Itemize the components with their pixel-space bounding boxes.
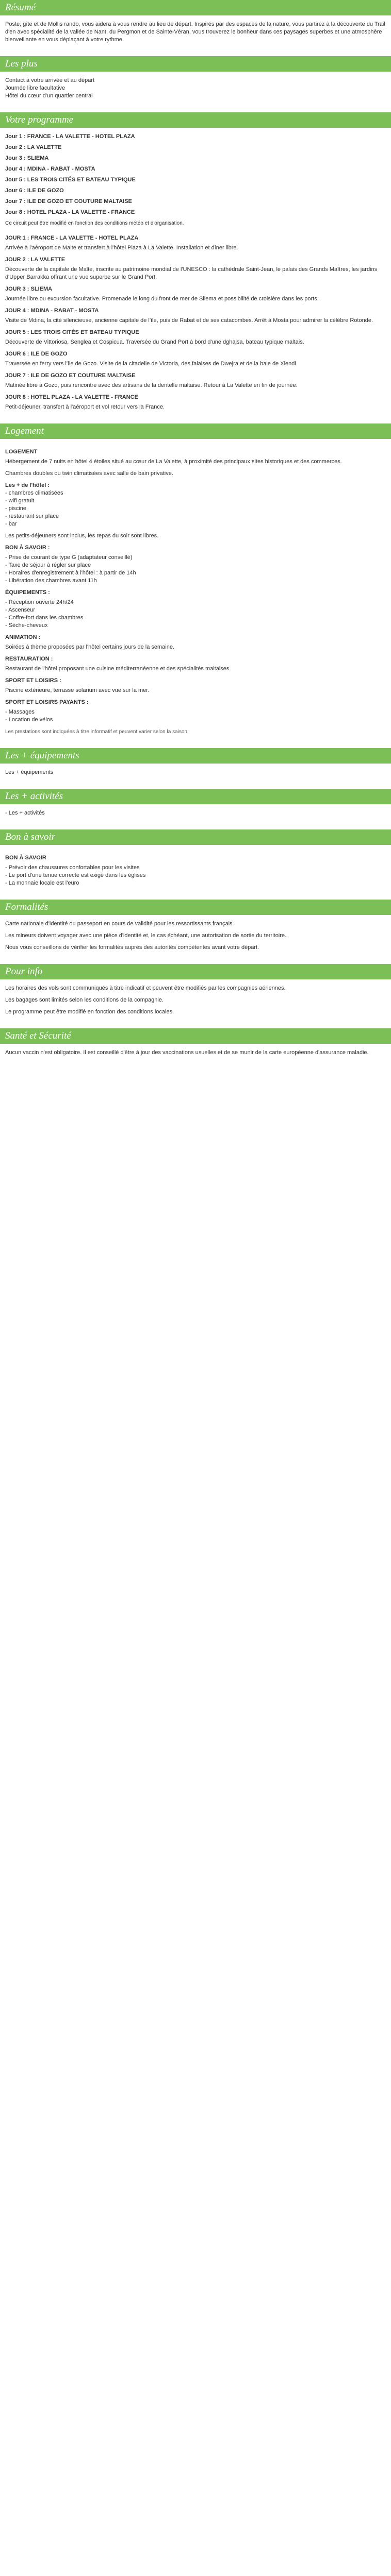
equip-list [5,599,386,630]
list-item: - Ascenseur [5,607,36,613]
itinerary-line [5,176,386,184]
list-item: - Réception ouverte 24h/24 [5,599,74,605]
pour-info-paragraph: Le programme peut être modifié en fonction des conditions locales. [5,1009,174,1015]
section-header-programme: Votre programme [0,112,391,128]
pour-info-paragraph: Les bagages sont limités selon les conditions de la compagnie. [5,997,164,1003]
sante-paragraph: Aucun vaccin n'est obligatoire. Il est conseillé d'être à jour des vaccinations usuelles et de se munir de la carte européenne d'assurance maladie. [5,1049,369,1056]
sport-paid-list [5,708,386,724]
sport-title: SPORT ET LOISIRS : [5,677,61,684]
logement-note: Les prestations sont indiquées à titre informatif et peuvent varier selon la saison. [5,729,189,735]
list-item: - chambres climatisées [5,490,63,496]
itinerary-day: Jour 7 : ILE DE GOZO ET COUTURE MALTAISE [5,198,132,205]
day-text: Visite de Mdina, la cité silencieuse, ancienne capitale de l'île, puis de Rabat et de ses catacombes. Arrêt à Mosta pour admirer la célèbre Rotonde. [5,317,373,324]
bon-savoir-list [5,864,386,887]
animation-text: Soirées à thème proposées par l'hôtel certains jours de la semaine. [5,644,175,650]
list-item: - Coffre-fort dans les chambres [5,615,84,621]
section-header-resume: Résumé [0,0,391,15]
day-text: Matinée libre à Gozo, puis rencontre avec des artisans de la dentelle maltaise. Retour à La Valette en fin de journée. [5,382,298,388]
resume-paragraph: Poste, gîte et de Mollis rando, vous aidera à vous rendre au lieu de départ. Inspirés par des espaces de la nature, vous partirez à la découverte du Trail d'en avec spécialité de la vallée de Nant, du Pergmon et de Sainte-Véran, vous trouverez le bonheur dans ces paysages superbes et une atmosphère bienveillante en vous déplaçant à votre rythme. [5,21,385,43]
logement-list [5,489,386,528]
section-header-formalites: Formalités [0,900,391,915]
day-text: Journée libre ou excursion facultative. Promenade le long du front de mer de Sliema et possibilité de croisière dans les ports. [5,296,319,302]
list-item: - Taxe de séjour à régler sur place [5,562,91,568]
pour-info-paragraph: Les horaires des vols sont communiqués à titre indicatif et peuvent être modifiés par les compagnies aériennes. [5,985,286,991]
restauration-title: RESTAURATION : [5,656,53,662]
section-header-pour-info: Pour info [0,964,391,979]
itinerary-note: Ce circuit peut être modifié en fonction des conditions météo et d'organisation. [5,221,184,226]
list-item: - piscine [5,505,26,512]
section-header-plus: Les plus [0,56,391,72]
sante-body [0,1044,391,1069]
list-item: - Les + activités [5,810,45,816]
list-item: - Location de vélos [5,717,53,723]
list-item: Journée libre facultative [5,85,66,91]
day-text: Petit-déjeuner, transfert à l'aéroport et vol retour vers la France. [5,404,165,410]
page [0,0,391,1069]
logement-paragraph: Hébergement de 7 nuits en hôtel 4 étoiles situé au cœur de La Valette, à proximité des principaux sites historiques et des commerces. [5,459,342,465]
equip-title: ÉQUIPEMENTS : [5,589,50,596]
itinerary-day: Jour 1 : FRANCE - LA VALETTE - HOTEL PLAZA [5,133,135,140]
itinerary-line [5,133,386,141]
resume-body [0,15,391,56]
equipements-body [0,764,391,789]
formalites-paragraph: Les mineurs doivent voyager avec une pièce d'identité et, le cas échéant, une autorisation de sortie du territoire. [5,933,287,939]
logement-body [0,439,391,748]
logement-paragraph: Chambres doubles ou twin climatisées avec salle de bain privative. [5,470,173,477]
list-item: - La monnaie locale est l'euro [5,880,79,886]
plus-list [5,77,386,100]
list-item: - bar [5,521,17,527]
list-item: - Horaires d'enregistrement à l'hôtel : à partir de 14h [5,570,136,576]
list-item: - Libération des chambres avant 11h [5,578,97,584]
section-header-activites: Les + activités [0,789,391,804]
day-text: Découverte de la capitale de Malte, inscrite au patrimoine mondial de l'UNESCO : la cathédrale Saint-Jean, le palais des Grands Maîtres, les jardins d'Upper Barrakka offrant une vue superbe sur le Grand Port. [5,266,378,280]
plus-body [0,72,391,112]
itinerary-line [5,198,386,206]
sport-text: Piscine extérieure, terrasse solarium avec vue sur la mer. [5,687,150,693]
itinerary-line [5,155,386,162]
formalites-paragraph: Nous vous conseillons de vérifier les formalités auprès des autorités compétentes avant votre départ. [5,944,259,951]
list-item: - wifi gratuit [5,498,35,504]
itinerary-day: Jour 2 : LA VALETTE [5,144,62,150]
day-title: JOUR 1 : FRANCE - LA VALETTE - HOTEL PLAZA [5,235,139,241]
itinerary-day: Jour 6 : ILE DE GOZO [5,188,64,194]
formalites-paragraph: Carte nationale d'identité ou passeport en cours de validité pour les ressortissants français. [5,921,234,927]
section-header-bon-savoir: Bon à savoir [0,829,391,845]
section-header-sante: Santé et Sécurité [0,1028,391,1044]
list-item: Hôtel du cœur d'un quartier central [5,93,93,99]
equipements-line: Les + équipements [5,769,54,775]
day-title: JOUR 8 : HOTEL PLAZA - LA VALETTE - FRANCE [5,394,138,400]
logement-heading: LOGEMENT [5,449,38,455]
logement-paragraph: Les petits-déjeuners sont inclus, les repas du soir sont libres. [5,533,159,539]
logement-list-title: Les + de l'hôtel : [5,482,50,488]
bon-title: BON À SAVOIR : [5,545,50,551]
itinerary-day: Jour 4 : MDINA - RABAT - MOSTA [5,166,95,172]
sport-paid-title: SPORT ET LOISIRS PAYANTS : [5,699,89,705]
bon-savoir-heading: BON À SAVOIR [5,855,46,861]
day-title: JOUR 4 : MDINA - RABAT - MOSTA [5,308,99,314]
list-item: Contact à votre arrivée et au départ [5,77,95,83]
list-item: - Prévoir des chaussures confortables pour les visites [5,865,140,871]
itinerary-line [5,187,386,195]
itinerary-day: Jour 5 : LES TROIS CITÉS ET BATEAU TYPIQUE [5,177,136,183]
activites-list [5,809,386,817]
day-text: Arrivée à l'aéroport de Malte et transfert à l'hôtel Plaza à La Valette. Installation et dîner libre. [5,245,238,251]
day-title: JOUR 6 : ILE DE GOZO [5,351,68,357]
day-title: JOUR 7 : ILE DE GOZO ET COUTURE MALTAISE [5,372,136,379]
itinerary-line [5,144,386,151]
bon-list [5,554,386,585]
day-text: Traversée en ferry vers l'île de Gozo. Visite de la citadelle de Victoria, des falaises de Dwejra et de la baie de Xlendi. [5,361,298,367]
list-item: - Le port d'une tenue correcte est exigé dans les églises [5,872,146,878]
day-title: JOUR 5 : LES TROIS CITÉS ET BATEAU TYPIQUE [5,329,139,335]
activites-body [0,804,391,829]
itinerary-day: Jour 3 : SLIEMA [5,155,49,161]
day-text: Découverte de Vittoriosa, Senglea et Cospicua. Traversée du Grand Port à bord d'une dghajsa, bateau typique maltais. [5,339,304,345]
programme-body [0,128,391,423]
list-item: - restaurant sur place [5,513,59,519]
restauration-text: Restaurant de l'hôtel proposant une cuisine méditerranéenne et des spécialités maltaises. [5,666,231,672]
section-header-logement: Logement [0,423,391,439]
list-item: - Massages [5,709,35,715]
list-item: - Sèche-cheveux [5,622,48,629]
day-title: JOUR 2 : LA VALETTE [5,257,66,263]
bon-savoir-body [0,845,391,900]
animation-title: ANIMATION : [5,634,41,640]
itinerary-line [5,165,386,173]
day-title: JOUR 3 : SLIEMA [5,286,53,292]
pour-info-body [0,979,391,1028]
itinerary-line [5,209,386,216]
formalites-body [0,915,391,964]
list-item: - Prise de courant de type G (adaptateur conseillé) [5,554,133,561]
itinerary-day: Jour 8 : HOTEL PLAZA - LA VALETTE - FRANCE [5,209,135,215]
section-header-equipements: Les + équipements [0,748,391,764]
